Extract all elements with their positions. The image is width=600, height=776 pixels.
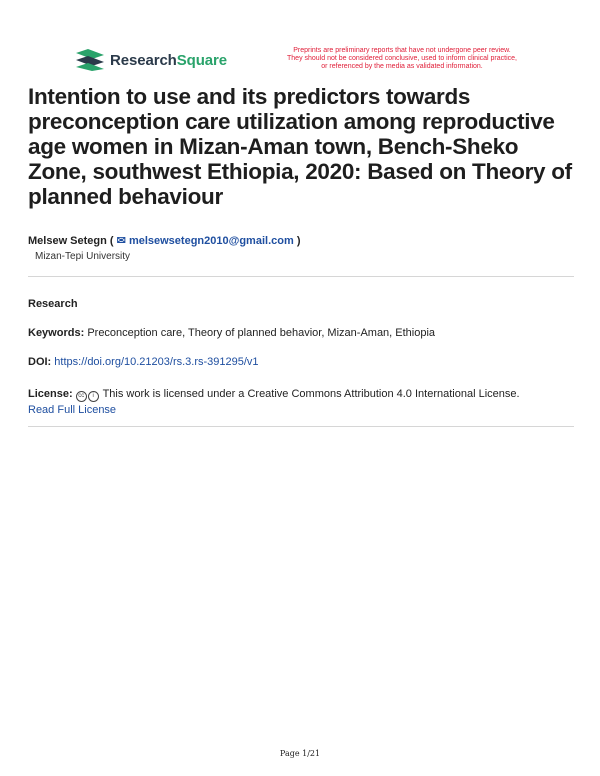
author-email-link[interactable]: melsewsetegn2010@gmail.com [128,235,294,247]
disclaimer-line: or referenced by the media as validated information. [321,63,483,70]
disclaimer-line: They should not be considered conclusive, used to inform clinical practice, [287,55,517,62]
doi-row [28,356,259,368]
doi-link[interactable]: https://doi.org/10.21203/rs.3.rs-391295/v1 [54,356,259,368]
cc-icon: cc [76,391,87,402]
by-icon: i [88,391,99,402]
license-label: License: [28,388,73,400]
divider [28,426,574,427]
article-type: Research [28,298,78,310]
research-square-logo-icon [76,49,104,71]
logo-word-square: Square [176,51,228,69]
logo-word-research: Research [110,51,177,69]
doi-label: DOI: [28,356,52,368]
preprint-disclaimer [262,47,542,71]
read-full-license-link[interactable]: Read Full License [28,404,117,416]
keywords-value: Preconception care, Theory of planned behavior, Mizan-Aman, Ethiopia [87,327,436,339]
research-square-logo[interactable] [76,49,227,71]
license-row [28,386,574,418]
page-number: Page 1/21 [279,749,321,758]
logo-text [110,52,227,69]
keywords-row [28,327,435,339]
author-affiliation: Mizan-Tepi University [35,251,131,262]
paper-title: Intention to use and its predictors towards preconception care utilization among reproductive age women in Mizan-Aman town, Bench-Sheko Zone, southwest Ethiopia, 2020: Based on Theory of planned behaviour [28,84,572,209]
author-line [28,234,300,247]
author-paren-close: ) [296,235,301,247]
author-paren-open: ( [109,235,114,247]
email-icon: ✉ [116,235,126,247]
divider [28,276,574,277]
license-text: This work is licensed under a Creative Commons Attribution 4.0 International License. [102,388,520,400]
author-name: Melsew Setegn [28,235,107,247]
disclaimer-line: Preprints are preliminary reports that have not undergone peer review. [293,47,511,54]
keywords-label: Keywords: [28,327,85,339]
